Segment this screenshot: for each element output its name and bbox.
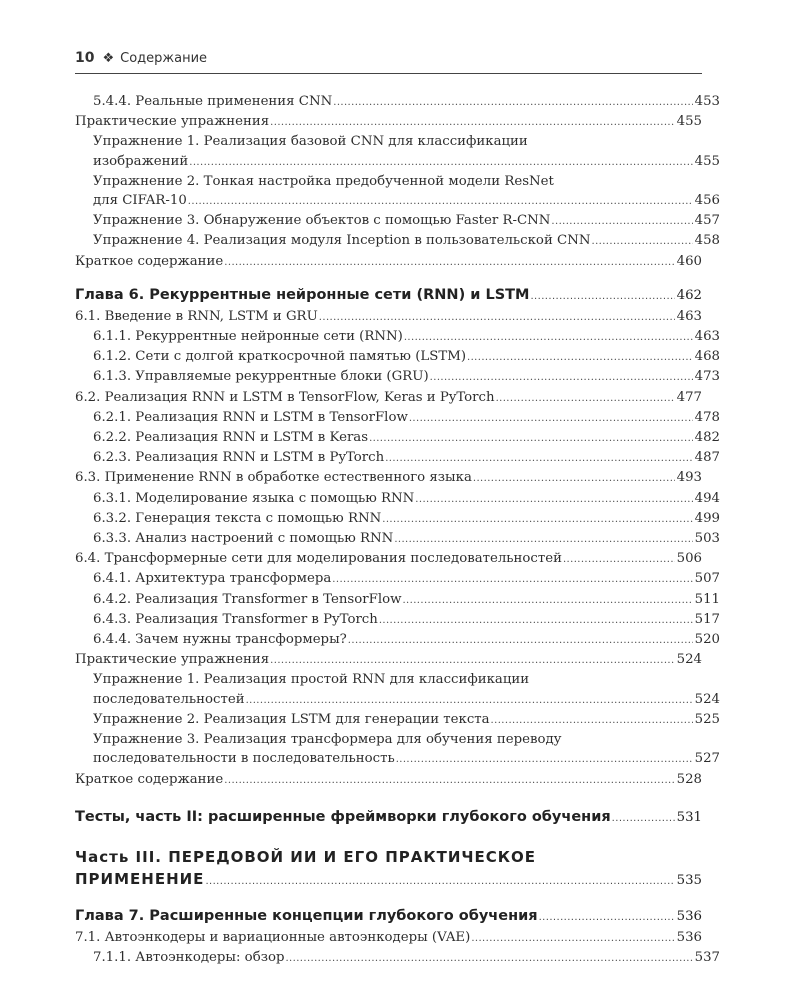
toc-entry-line[interactable]: Упражнение 2. Тонкая настройка предобученной модели ResNet xyxy=(93,173,554,189)
toc-page-number: 531 xyxy=(676,809,702,825)
toc-page-number: 506 xyxy=(676,551,702,567)
toc-page-number: 458 xyxy=(694,233,720,249)
toc-page-number: 477 xyxy=(676,389,702,405)
dot-leader xyxy=(473,469,675,488)
toc-entry[interactable]: 6.2.3. Реализация RNN и LSTM в PyTorch ..... 487 xyxy=(75,448,720,468)
dot-leader xyxy=(404,328,693,347)
table-of-contents xyxy=(75,92,720,968)
dot-leader xyxy=(189,153,692,172)
dot-leader xyxy=(270,651,674,670)
dot-leader xyxy=(563,550,675,569)
toc-page-number: 537 xyxy=(694,949,720,965)
toc-page-number: 536 xyxy=(676,929,702,945)
toc-tests-heading[interactable]: Тесты, часть II: расширенные фреймворки глубокого обучения ..... 531 xyxy=(75,807,702,829)
toc-entry[interactable]: 6.4.4. Зачем нужны трансформеры? ..... 520 xyxy=(75,630,720,650)
toc-page-number: 456 xyxy=(694,193,720,209)
toc-page-number: 460 xyxy=(676,253,702,269)
toc-entry[interactable]: 6.1.2. Сети с долгой краткосрочной памятью (LSTM) ..... 468 xyxy=(75,347,720,367)
toc-part-heading[interactable]: ПРИМЕНЕНИЕ ..... 535 xyxy=(75,868,702,893)
toc-page-number: 462 xyxy=(676,287,702,303)
toc-entry[interactable]: 6.4.3. Реализация Transformer в PyTorch ..... 517 xyxy=(75,610,720,630)
dot-leader xyxy=(385,449,692,468)
toc-page-number: 527 xyxy=(694,751,720,767)
page-number: 10 xyxy=(75,50,95,66)
dot-leader xyxy=(467,348,693,367)
toc-chapter-heading[interactable]: Глава 7. Расширенные концепции глубокого обучения ..... 536 xyxy=(75,906,702,928)
toc-page-number: 499 xyxy=(694,510,720,526)
toc-entry[interactable]: 6.2.2. Реализация RNN и LSTM в Keras ..... 482 xyxy=(75,428,720,448)
toc-entry[interactable]: последовательностей ..... 524 xyxy=(75,690,720,710)
dot-leader xyxy=(319,308,675,327)
dot-leader xyxy=(285,949,692,968)
toc-chapter-heading[interactable]: Глава 6. Рекуррентные нейронные сети (RNN) и LSTM ..... 462 xyxy=(75,285,702,307)
dot-leader xyxy=(394,530,692,549)
toc-entry[interactable]: 6.4. Трансформерные сети для моделирования последовательностей ..... 506 xyxy=(75,549,702,569)
toc-entry[interactable]: изображений ..... 455 xyxy=(75,152,720,172)
toc-entry[interactable]: 6.1. Введение в RNN, LSTM и GRU ..... 463 xyxy=(75,307,702,327)
toc-page-number: 525 xyxy=(694,711,720,727)
toc-page-number: 524 xyxy=(676,652,702,668)
toc-entry[interactable]: для CIFAR-10 ..... 456 xyxy=(75,191,720,211)
toc-page-number: 455 xyxy=(676,114,702,130)
dot-leader xyxy=(415,490,692,509)
running-header xyxy=(75,50,702,72)
dot-leader xyxy=(402,591,692,610)
toc-entry-line[interactable]: Упражнение 3. Реализация трансформера для обучения переводу xyxy=(93,732,562,748)
toc-page-number: 478 xyxy=(694,409,720,425)
toc-part-heading-line[interactable]: Часть III. ПЕРЕДОВОЙ ИИ И ЕГО ПРАКТИЧЕСКОЕ xyxy=(75,847,537,866)
toc-entry[interactable]: Упражнение 2. Реализация LSTM для генерации текста ..... 525 xyxy=(75,710,720,730)
dot-leader xyxy=(430,368,693,387)
spacer xyxy=(75,893,702,906)
toc-entry[interactable]: Практические упражнения ..... 524 xyxy=(75,650,702,670)
dot-leader xyxy=(409,409,693,428)
toc-page-number: 463 xyxy=(676,308,702,324)
toc-entry[interactable]: 6.4.2. Реализация Transformer в TensorFlow ..... 511 xyxy=(75,590,720,610)
toc-page-number: 453 xyxy=(694,94,720,109)
toc-entry[interactable]: 6.3.3. Анализ настроений с помощью RNN ..... 503 xyxy=(75,529,720,549)
toc-entry[interactable]: 7.1.1. Автоэнкодеры: обзор ..... 537 xyxy=(75,948,720,968)
ornament-icon: ❖ xyxy=(102,51,115,66)
dot-leader xyxy=(369,429,693,448)
toc-page-number: 455 xyxy=(694,153,720,169)
toc-page-number: 503 xyxy=(694,531,720,547)
dot-leader xyxy=(224,253,674,272)
dot-leader xyxy=(379,611,693,630)
toc-entry[interactable]: 5.4.4. Реальные применения CNN ..... 453 xyxy=(75,92,720,112)
toc-entry[interactable]: Упражнение 4. Реализация модуля Inception в пользовательской CNN ..... 458 xyxy=(75,231,720,251)
dot-leader xyxy=(591,232,692,251)
dot-leader xyxy=(188,192,693,211)
toc-page-number: 493 xyxy=(676,470,702,486)
toc-entry[interactable]: 6.1.1. Рекуррентные нейронные сети (RNN) ..... 463 xyxy=(75,327,720,347)
toc-page-number: 468 xyxy=(694,349,720,365)
spacer xyxy=(75,272,702,285)
dot-leader xyxy=(530,287,674,307)
toc-page-number: 487 xyxy=(694,450,720,466)
toc-entry[interactable]: 6.2.1. Реализация RNN и LSTM в TensorFlow ..... 478 xyxy=(75,408,720,428)
toc-entry[interactable]: Упражнение 3. Обнаружение объектов с помощью Faster R-CNN ..... 457 xyxy=(75,211,720,231)
dot-leader xyxy=(551,212,692,231)
dot-leader xyxy=(270,113,674,132)
dot-leader xyxy=(205,871,674,893)
toc-entry[interactable]: 6.1.3. Управляемые рекуррентные блоки (GRU) ..... 473 xyxy=(75,367,720,387)
toc-entry-line[interactable]: Упражнение 1. Реализация простой RNN для классификации xyxy=(93,672,530,688)
toc-page-number: 536 xyxy=(676,908,702,924)
dot-leader xyxy=(224,771,674,790)
toc-entry[interactable]: 6.3. Применение RNN в обработке естественного языка ..... 493 xyxy=(75,468,702,488)
dot-leader xyxy=(496,389,675,408)
toc-page-number: 482 xyxy=(694,430,720,446)
dot-leader xyxy=(612,809,675,829)
dot-leader xyxy=(491,711,693,730)
toc-entry[interactable]: 6.3.2. Генерация текста с помощью RNN ..... 499 xyxy=(75,509,720,529)
toc-entry[interactable]: 6.4.1. Архитектура трансформера ..... 507 xyxy=(75,569,720,589)
header-rule xyxy=(75,73,702,74)
toc-page-number: 524 xyxy=(694,691,720,707)
toc-entry[interactable]: 6.3.1. Моделирование языка с помощью RNN ..... 494 xyxy=(75,489,720,509)
spacer xyxy=(75,790,702,807)
dot-leader xyxy=(246,691,693,710)
toc-page-number: 535 xyxy=(676,872,702,888)
toc-entry[interactable]: Краткое содержание ..... 460 xyxy=(75,252,702,272)
running-title: Содержание xyxy=(120,51,208,66)
toc-entry[interactable]: 6.2. Реализация RNN и LSTM в TensorFlow, Keras и PyTorch ..... 477 xyxy=(75,388,702,408)
dot-leader xyxy=(332,570,692,589)
toc-entry[interactable]: 7.1. Автоэнкодеры и вариационные автоэнкодеры (VAE) ..... 536 xyxy=(75,928,702,948)
toc-page-number: 473 xyxy=(694,369,720,385)
toc-entry[interactable]: Краткое содержание ..... 528 xyxy=(75,770,702,790)
toc-entry[interactable]: Практические упражнения ..... 455 xyxy=(75,112,702,132)
dot-leader xyxy=(471,929,674,948)
dot-leader xyxy=(396,750,693,769)
dot-leader xyxy=(382,510,692,529)
toc-entry[interactable]: последовательности в последовательность ..... 527 xyxy=(75,749,720,769)
toc-entry-line[interactable]: Упражнение 1. Реализация базовой CNN для классификации xyxy=(93,134,528,150)
toc-page-number: 517 xyxy=(694,611,720,627)
toc-page-number: 494 xyxy=(694,490,720,506)
toc-page-number: 511 xyxy=(694,591,720,607)
toc-page-number: 520 xyxy=(694,632,720,648)
spacer xyxy=(75,829,702,846)
dot-leader xyxy=(539,908,675,928)
toc-page-number: 507 xyxy=(694,571,720,587)
dot-leader xyxy=(333,93,692,112)
toc-page-number: 457 xyxy=(694,213,720,229)
toc-page-number: 528 xyxy=(676,771,702,787)
toc-page-number: 463 xyxy=(694,329,720,345)
dot-leader xyxy=(348,631,693,650)
